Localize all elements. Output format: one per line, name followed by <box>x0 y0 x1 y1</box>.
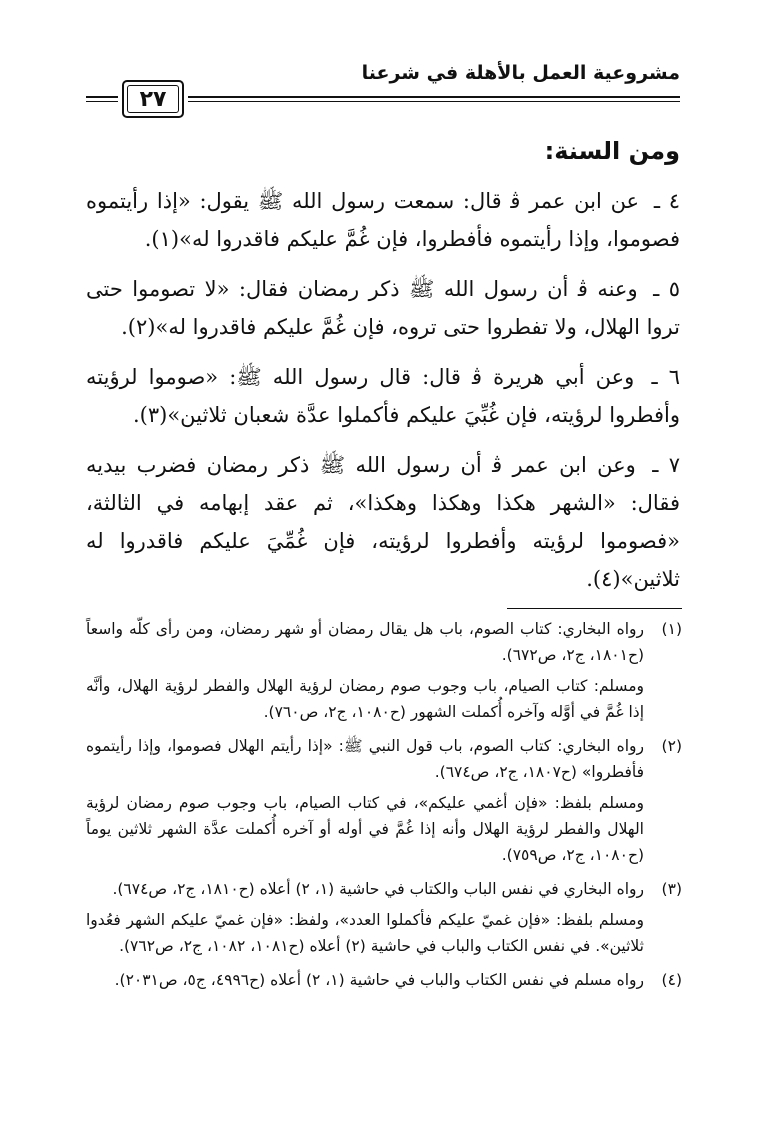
footnote-body <box>86 876 644 964</box>
hadith-text: عن ابن عمر ﭬ قال: سمعت رسول الله ﷺ يقول: «إذا رأيتموه فصوموا، وإذا رأيتموه فأفطروا، فإن غُمَّ عليكم فاقدروا له»(١). <box>86 189 680 251</box>
footnote-text: رواه البخاري: كتاب الصوم، باب هل يقال رمضان أو شهر رمضان، ومن رأى كلّه واسعاً (ح١٨٠١، ج٢، ص٦٧٢). <box>86 620 644 664</box>
footnote-text: رواه مسلم في نفس الكتاب والباب في حاشية (١، ٢) أعلاه (ح٤٩٩٦، ج٥، ص٢٠٣١). <box>114 971 644 989</box>
footnote-text: ومسلم بلفظ: «فإن غميّ عليكم فأكملوا العدد»، ولفظ: «فإن غميّ عليكم الشهر فعُدوا ثلاثين». في نفس الكتاب والباب في حاشية (٢) أعلاه (ح١٠٨١، ١٠٨٢، ج٢، ص٧٦٢). <box>86 911 644 955</box>
hadith-text: وعن أبي هريرة ﭬ قال: قال رسول الله ﷺ: «صوموا لرؤيته وأفطروا لرؤيته، فإن غُبِّيَ عليكم فأكملوا عدَّة شعبان ثلاثين»(٣). <box>86 365 680 427</box>
header-rule <box>188 96 680 102</box>
section-heading: ومن السنة: <box>544 137 680 165</box>
footnote-text: رواه البخاري في نفس الباب والكتاب في حاشية (١، ٢) أعلاه (ح١٨١٠، ج٢، ص٦٧٤). <box>112 880 644 898</box>
hadith-number: ٦ ـ <box>651 365 680 389</box>
footnote-body <box>86 967 644 998</box>
hadith-text: وعن ابن عمر ﭬ أن رسول الله ﷺ ذكر رمضان فضرب بيديه فقال: «الشهر هكذا وهكذا وهكذا»، ثم عقد إبهامه في الثالثة، «فصوموا لرؤيته وأفطروا لرؤيته، فإن غُمِّيَ عليكم فاقدروا له ثلاثين»(٤). <box>86 453 680 591</box>
hadith-paragraph <box>86 270 680 346</box>
hadith-paragraph <box>86 182 680 258</box>
footnote-body <box>86 733 644 873</box>
page-number: ٢٧ <box>139 86 167 112</box>
footnote-text: رواه البخاري: كتاب الصوم، باب قول النبي ﷺ: «إذا رأيتم الهلال فصوموا، وإذا رأيتموه فأفطروا» (ح١٨٠٧، ج٢، ص٦٧٤). <box>86 737 644 781</box>
hadith-text: وعنه ﭬ أن رسول الله ﷺ ذكر رمضان فقال: «لا تصوموا حتى تروا الهلال، ولا تفطروا حتى تروه، فإن غُمَّ عليكم فاقدروا له»(٢). <box>86 277 680 339</box>
footnote-number: (٢) <box>661 737 682 755</box>
footnote <box>86 876 682 964</box>
footnote-number: (١) <box>661 620 682 638</box>
hadith-paragraph <box>86 446 680 598</box>
footnote-text: ومسلم: كتاب الصيام، باب وجوب صوم رمضان لرؤية الهلال والفطر لرؤية الهلال، وأنَّه إذا غُمَّ في أوَّله وآخره أُكملت الشهور (ح١٠٨٠، ج٢، ص٧٦٠). <box>86 677 644 721</box>
footnote <box>86 616 682 730</box>
footnote-number: (٤) <box>661 971 682 989</box>
footnote-number: (٣) <box>661 880 682 898</box>
footnote-separator <box>507 608 682 609</box>
main-text <box>86 128 680 610</box>
hadith-number: ٧ ـ <box>652 453 681 477</box>
running-title: مشروعية العمل بالأهلة في شرعنا <box>361 62 680 84</box>
page-number-badge <box>122 80 184 118</box>
hadith-number: ٤ ـ <box>653 189 680 213</box>
footnote-text: ومسلم بلفظ: «فإن أغمي عليكم»، في كتاب الصيام، باب وجوب صوم رمضان لرؤية الهلال والفطر لرؤية الهلال وأنه إذا غُمَّ في أوله أو آخره أُكملت عدَّة الشهر ثلاثين يوماً (ح١٠٨٠، ج٢، ص٧٥٩). <box>86 794 644 864</box>
header-rule-left <box>86 96 118 102</box>
footnote <box>86 967 682 998</box>
footnote <box>86 733 682 873</box>
hadith-number: ٥ ـ <box>653 277 680 301</box>
footnotes <box>86 616 682 1001</box>
hadith-paragraph <box>86 358 680 434</box>
footnote-body <box>86 616 644 730</box>
